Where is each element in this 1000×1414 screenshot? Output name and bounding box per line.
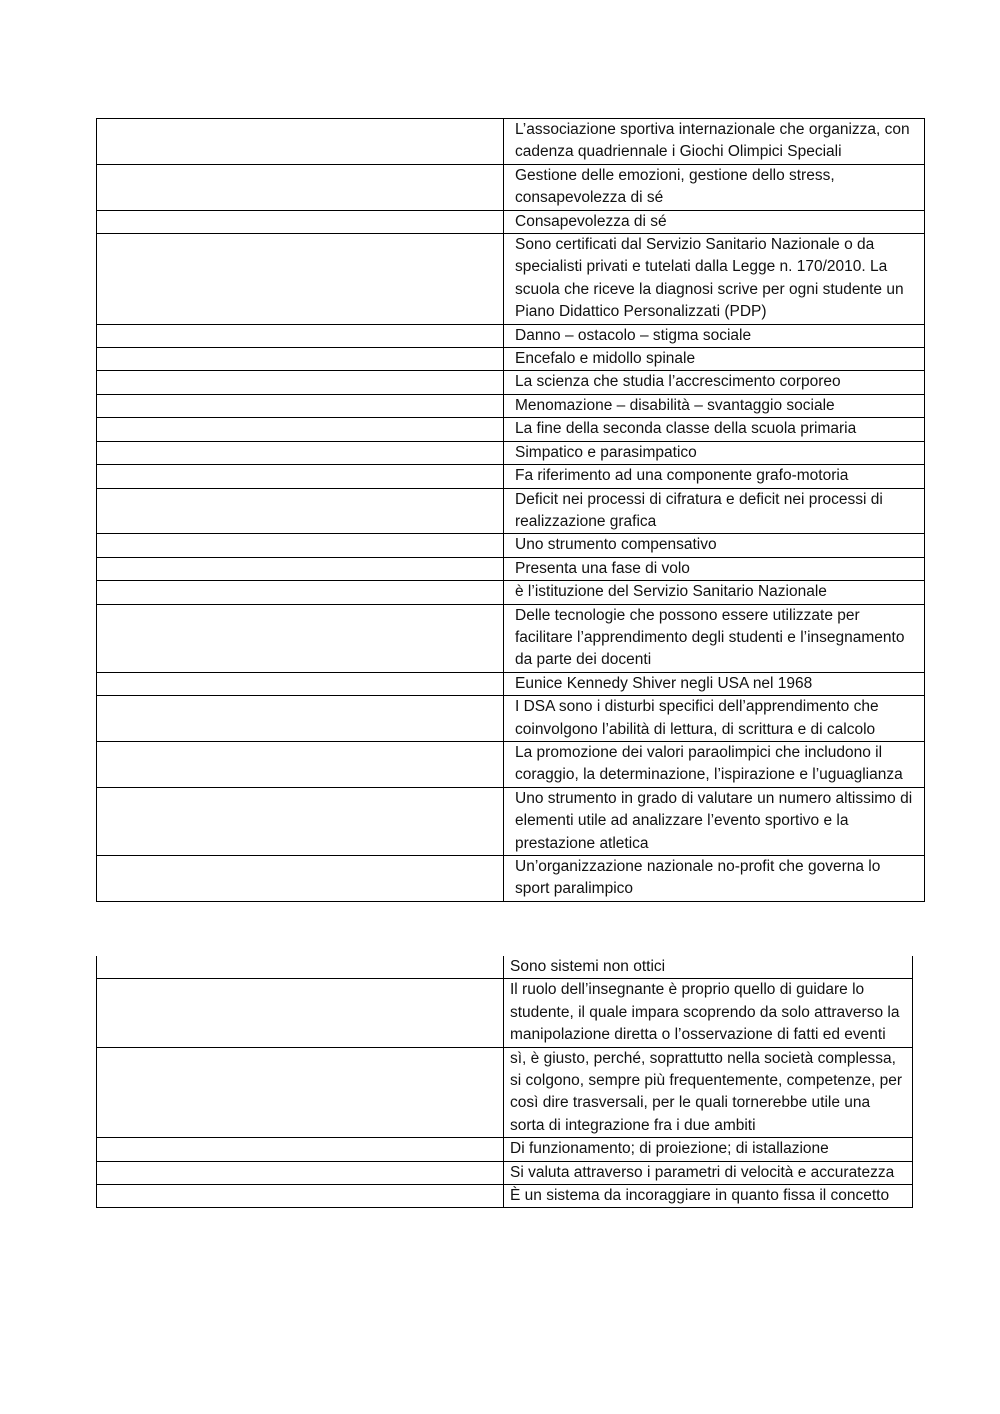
table-row: [97, 1161, 913, 1184]
blank-cell: [97, 348, 504, 371]
blank-cell: [97, 557, 504, 580]
matching-table-1: [96, 118, 925, 902]
table-row: [97, 557, 925, 580]
answer-cell: La fine della seconda classe della scuola primaria: [504, 418, 925, 441]
answer-cell: La promozione dei valori paraolimpici che includono il coraggio, la determinazione, l’ispirazione e l’uguaglianza: [504, 741, 925, 787]
blank-cell: [97, 979, 504, 1047]
blank-cell: [97, 787, 504, 855]
table-row: [97, 488, 925, 534]
blank-cell: [97, 1138, 504, 1161]
table-row: [97, 210, 925, 233]
blank-cell: [97, 534, 504, 557]
table-row: [97, 581, 925, 604]
table-row: [97, 324, 925, 347]
table-row: [97, 696, 925, 742]
answer-cell: Uno strumento compensativo: [504, 534, 925, 557]
answer-cell: è l’istituzione del Servizio Sanitario Nazionale: [504, 581, 925, 604]
blank-cell: [97, 210, 504, 233]
blank-cell: [97, 604, 504, 672]
blank-cell: [97, 119, 504, 165]
blank-cell: [97, 1185, 504, 1208]
blank-cell: [97, 672, 504, 695]
answer-cell: Simpatico e parasimpatico: [504, 441, 925, 464]
table-row: [97, 956, 913, 979]
blank-cell: [97, 394, 504, 417]
answer-cell: Sono certificati dal Servizio Sanitario Nazionale o da specialisti privati e tutelati dalla Legge n. 170/2010. La scuola che riceve la diagnosi scrive per ogni studente un Piano Didattico Personalizzati (PDP): [504, 234, 925, 325]
table-row: [97, 441, 925, 464]
answer-cell: La scienza che studia l’accrescimento corporeo: [504, 371, 925, 394]
answer-cell: Menomazione – disabilità – svantaggio sociale: [504, 394, 925, 417]
table-row: [97, 418, 925, 441]
answer-cell: Eunice Kennedy Shiver negli USA nel 1968: [504, 672, 925, 695]
table-row: [97, 856, 925, 902]
blank-cell: [97, 1047, 504, 1138]
answer-cell: sì, è giusto, perché, soprattutto nella società complessa, si colgono, sempre più frequentemente, competenze, per così dire trasversali, per le quali tornerebbe utile una sorta di integrazione fra i due ambiti: [504, 1047, 913, 1138]
table-row: [97, 741, 925, 787]
answer-cell: Consapevolezza di sé: [504, 210, 925, 233]
answer-cell: I DSA sono i disturbi specifici dell’apprendimento che coinvolgono l’abilità di lettura, di scrittura e di calcolo: [504, 696, 925, 742]
table-row: [97, 371, 925, 394]
answer-cell: Presenta una fase di volo: [504, 557, 925, 580]
blank-cell: [97, 696, 504, 742]
blank-cell: [97, 956, 504, 979]
answer-cell: Gestione delle emozioni, gestione dello stress, consapevolezza di sé: [504, 164, 925, 210]
table-row: [97, 164, 925, 210]
answer-cell: L’associazione sportiva internazionale che organizza, con cadenza quadriennale i Giochi Olimpici Speciali: [504, 119, 925, 165]
table-row: [97, 1047, 913, 1138]
table-row: [97, 534, 925, 557]
table-row: [97, 234, 925, 325]
answer-cell: Di funzionamento; di proiezione; di istallazione: [504, 1138, 913, 1161]
blank-cell: [97, 581, 504, 604]
blank-cell: [97, 418, 504, 441]
table-row: [97, 1185, 913, 1208]
table-row: [97, 787, 925, 855]
answer-cell: Danno – ostacolo – stigma sociale: [504, 324, 925, 347]
answer-cell: Delle tecnologie che possono essere utilizzate per facilitare l’apprendimento degli studenti e l’insegnamento da parte dei docenti: [504, 604, 925, 672]
table-row: [97, 672, 925, 695]
table-row: [97, 1138, 913, 1161]
blank-cell: [97, 741, 504, 787]
answer-cell: Sono sistemi non ottici: [504, 956, 913, 979]
answer-cell: Uno strumento in grado di valutare un numero altissimo di elementi utile ad analizzare l’evento sportivo e la prestazione atletica: [504, 787, 925, 855]
table-row: [97, 465, 925, 488]
answer-cell: Encefalo e midollo spinale: [504, 348, 925, 371]
answer-cell: Il ruolo dell’insegnante è proprio quello di guidare lo studente, il quale impara scoprendo da solo attraverso la manipolazione diretta o l’osservazione di fatti ed eventi: [504, 979, 913, 1047]
blank-cell: [97, 488, 504, 534]
answer-cell: Si valuta attraverso i parametri di velocità e accuratezza: [504, 1161, 913, 1184]
matching-table-1-body: [97, 119, 925, 902]
answer-cell: Deficit nei processi di cifratura e deficit nei processi di realizzazione grafica: [504, 488, 925, 534]
matching-table-2-body: [97, 956, 913, 1208]
answer-cell: Un’organizzazione nazionale no-profit che governa lo sport paralimpico: [504, 856, 925, 902]
answer-cell: È un sistema da incoraggiare in quanto fissa il concetto: [504, 1185, 913, 1208]
answer-cell: Fa riferimento ad una componente grafo-motoria: [504, 465, 925, 488]
blank-cell: [97, 234, 504, 325]
table-row: [97, 979, 913, 1047]
blank-cell: [97, 856, 504, 902]
blank-cell: [97, 371, 504, 394]
blank-cell: [97, 164, 504, 210]
blank-cell: [97, 465, 504, 488]
table-row: [97, 604, 925, 672]
table-row: [97, 394, 925, 417]
table-row: [97, 348, 925, 371]
table-row: [97, 119, 925, 165]
matching-table-2: [96, 956, 913, 1208]
blank-cell: [97, 1161, 504, 1184]
blank-cell: [97, 441, 504, 464]
blank-cell: [97, 324, 504, 347]
